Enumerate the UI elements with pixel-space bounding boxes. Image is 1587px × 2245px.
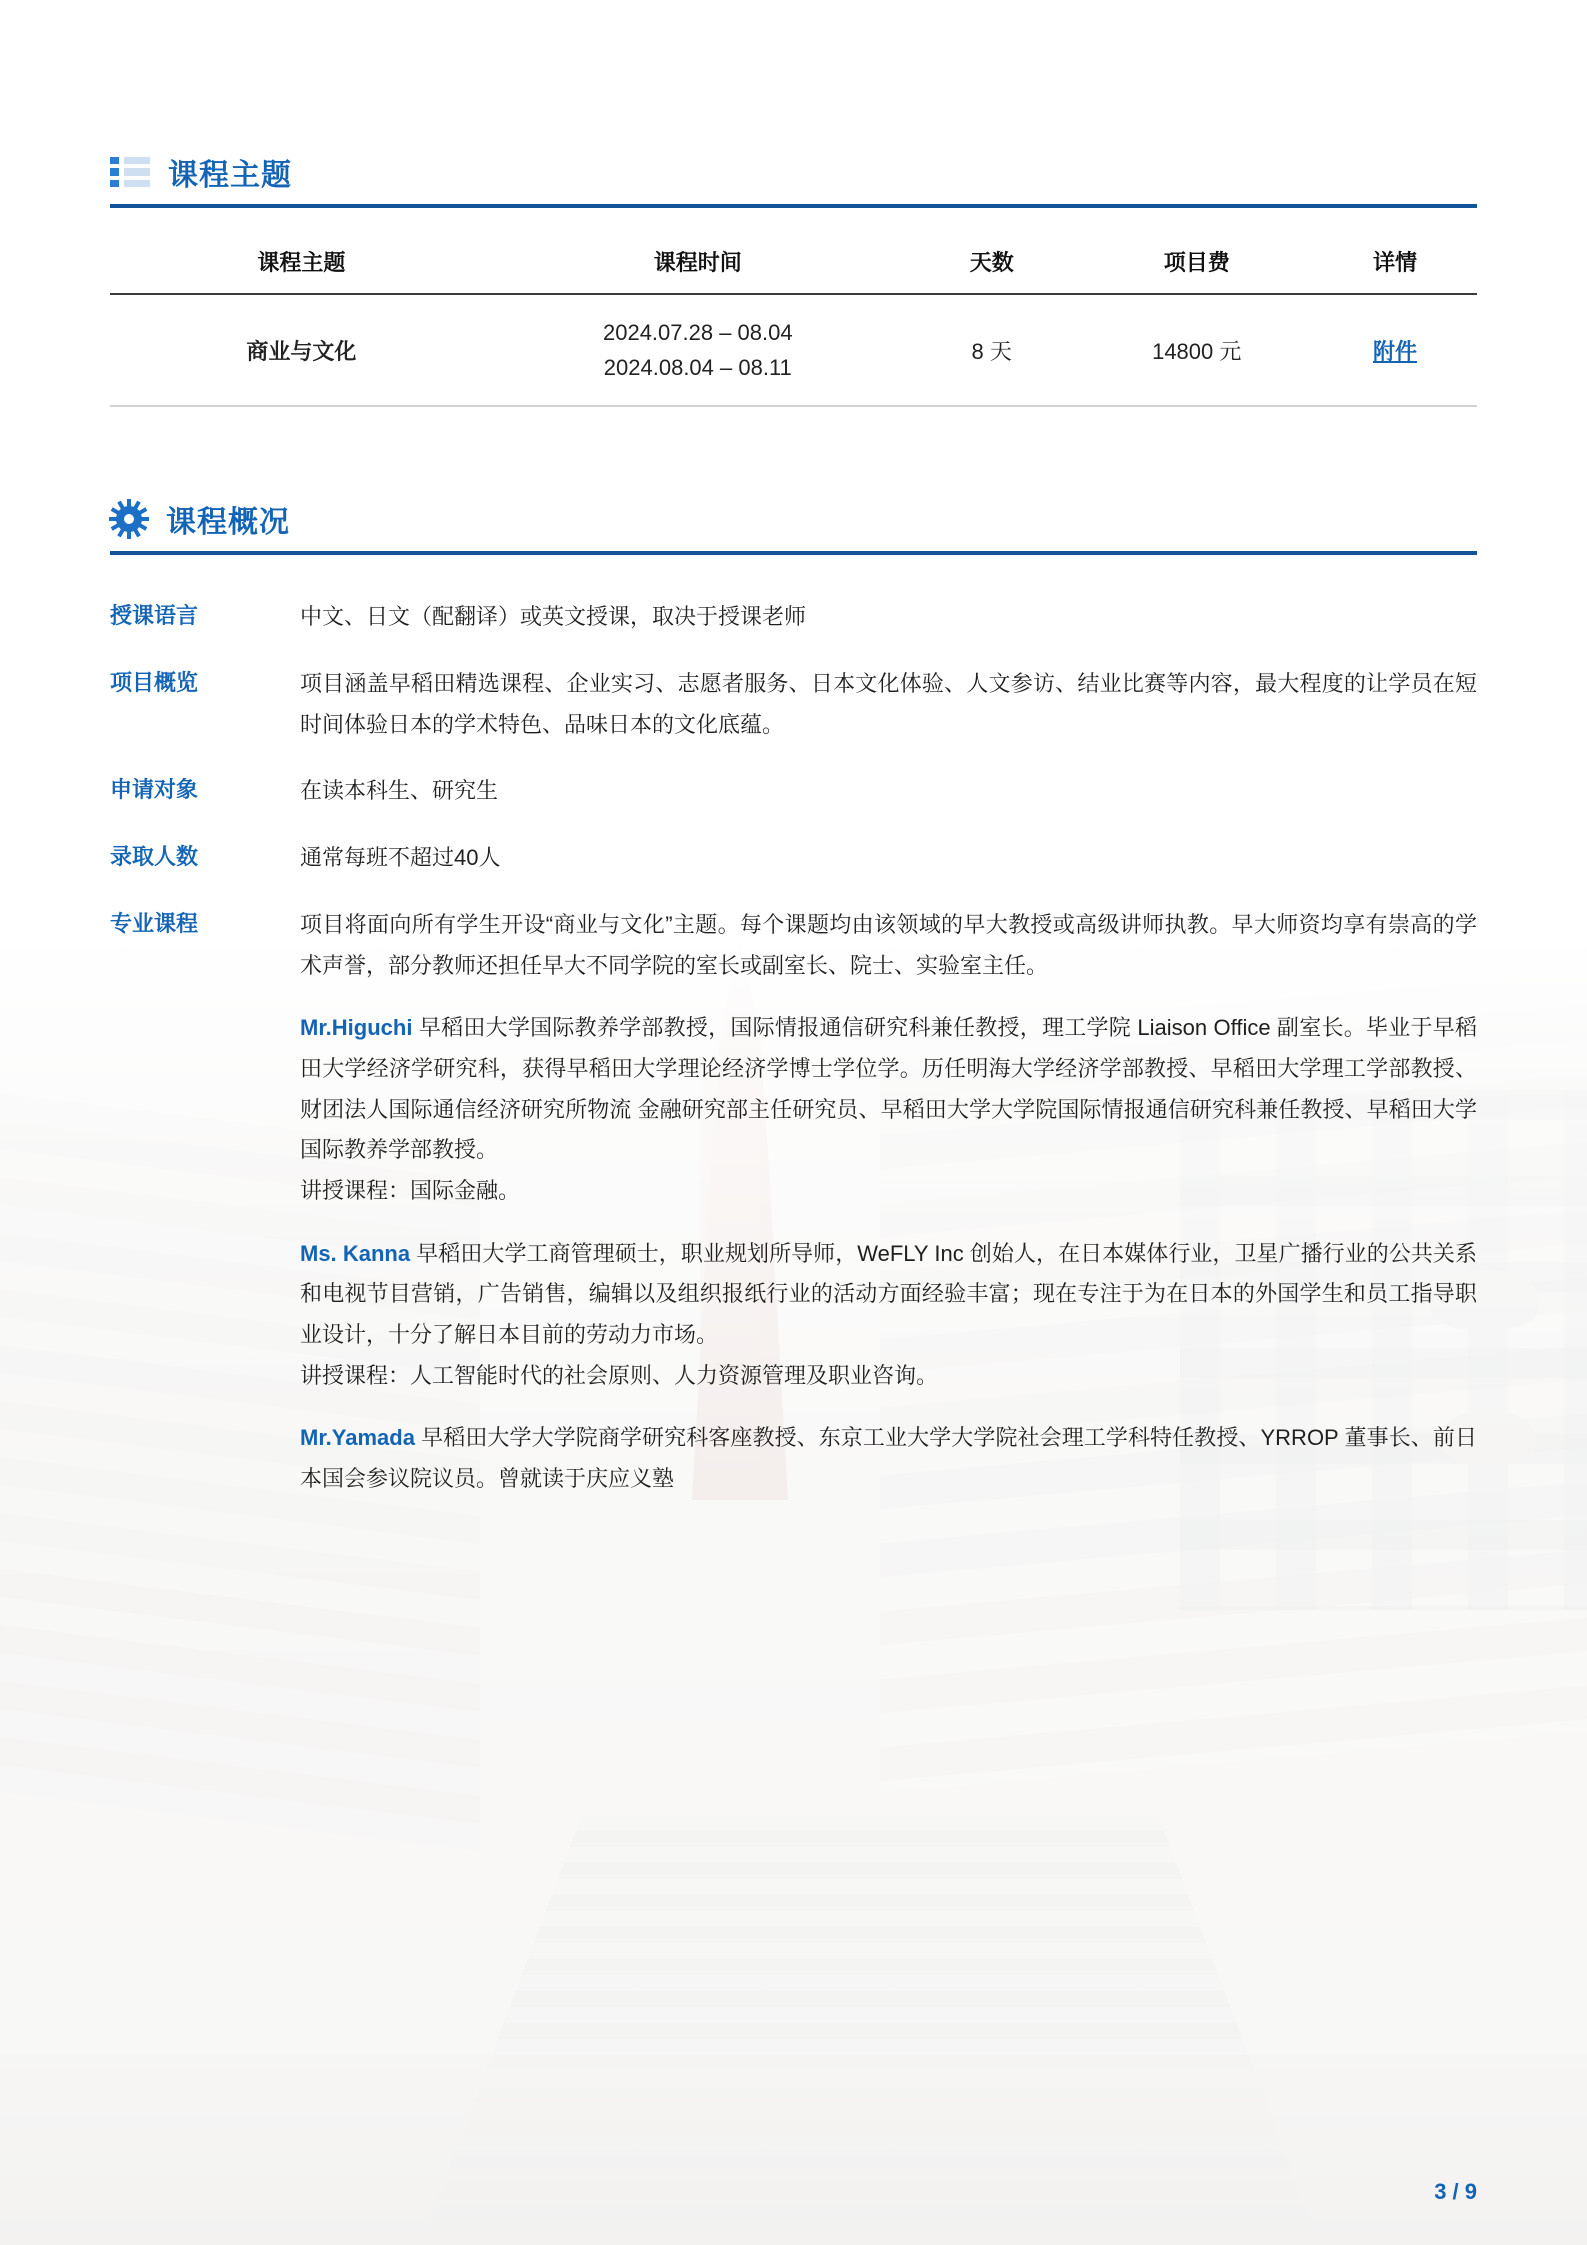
teacher-course: 讲授课程：人工智能时代的社会原则、人力资源管理及职业咨询。: [300, 1362, 939, 1388]
table-header-row: [110, 234, 1477, 294]
attachment-link[interactable]: 附件: [1372, 338, 1417, 364]
col-header-time: 课程时间: [493, 234, 903, 294]
teacher-name: Ms. Kanna: [300, 1240, 411, 1266]
overview-row-major-course: [110, 905, 1477, 1500]
overview-row-language: [110, 597, 1477, 638]
major-course-intro: 项目将面向所有学生开设“商业与文化”主题。每个课题均由该领域的早大教授或高级讲师执教。早大师资均享有崇高的学术声誉，部分教师还担任早大不同学院的室长或副室长、院士、实验室主任。: [300, 911, 1477, 978]
col-header-detail: 详情: [1313, 234, 1477, 294]
overview-paragraph: 中文、日文（配翻译）或英文授课，取决于授课老师: [300, 604, 807, 630]
overview-row-admission-count: [110, 838, 1477, 879]
section-header-course-topic: [110, 150, 1477, 204]
cell-fee: 14800 元: [1081, 294, 1313, 406]
overview-body: [300, 905, 1477, 1500]
overview-body: [300, 838, 1477, 879]
col-header-topic: 课程主题: [110, 234, 493, 294]
page-number: 3 / 9: [1434, 2179, 1477, 2204]
overview-label: 录取人数: [110, 844, 199, 870]
overview-label: 授课语言: [110, 603, 199, 629]
overview-body: [300, 771, 1477, 812]
cell-days: 8 天: [903, 294, 1081, 406]
section-header-course-overview: [110, 497, 1477, 551]
overview-body: [300, 597, 1477, 638]
cell-time-line-1: 2024.07.28 – 08.04: [602, 320, 793, 345]
overview-label: 专业课程: [110, 910, 199, 936]
teacher-bio: 早稻田大学国际教养学部教授，国际情报通信研究科兼任教授，理工学院 Liaison Office 副室长。毕业于早稻田大学经济学研究科，获得早稻田大学理论经济学博士学位学。历任明海大学经济学部教授、早稻田大学理工学部教授、财团法人国际通信经济研究所物流 金融研究部主任研究员、早稻田大学大学院国际情报通信研究科兼任教授、早稻田大学国际教养学部教授。: [300, 1015, 1477, 1163]
section-title: 课程主题: [168, 159, 292, 192]
teacher-course: 讲授课程：国际金融。: [300, 1177, 521, 1203]
teacher-bio: 早稻田大学大学院商学研究科客座教授、东京工业大学大学院社会理工学科特任教授、YRROP 董事长、前日本国会参议院议员。曾就读于庆应义塾: [300, 1425, 1477, 1492]
overview-label: 项目概览: [110, 670, 199, 696]
course-table: [110, 234, 1477, 407]
teacher-entry: [300, 1234, 1477, 1397]
overview-paragraph: 项目涵盖早稻田精选课程、企业实习、志愿者服务、日本文化体验、人文参访、结业比赛等内容，最大程度的让学员在短时间体验日本的学术特色、品味日本的文化底蕴。: [300, 671, 1477, 737]
cell-topic: 商业与文化: [110, 294, 493, 406]
overview-body: [300, 664, 1477, 745]
section-title: 课程概况: [166, 506, 290, 540]
section-course-topic: [110, 0, 1477, 407]
cell-detail: [1313, 294, 1477, 406]
teacher-bio: 早稻田大学工商管理硕士，职业规划所导师，WeFLY Inc 创始人，在日本媒体行业，卫星广播行业的公共关系和电视节目营销，广告销售，编辑以及组织报纸行业的活动方面经验丰富；现在专注于为在日本的外国学生和员工指导职业设计，十分了解日本目前的劳动力市场。: [300, 1240, 1477, 1347]
teacher-entry: [300, 1418, 1477, 1499]
section-divider: [110, 551, 1477, 555]
gear-icon: [110, 500, 148, 538]
cell-time-line-2: 2024.08.04 – 08.11: [603, 355, 792, 381]
section-divider: [110, 204, 1477, 208]
col-header-fee: 项目费: [1081, 234, 1313, 294]
col-header-days: 天数: [903, 234, 1081, 294]
overview-paragraph: 通常每班不超过40人: [300, 845, 501, 871]
table-row: [110, 294, 1477, 406]
teacher-entry: [300, 1008, 1477, 1211]
section-course-overview: [110, 497, 1477, 1499]
teacher-name: Mr.Yamada: [300, 1425, 415, 1451]
overview-label: 申请对象: [110, 777, 199, 803]
cell-time: [493, 294, 903, 406]
overview-paragraph: 在读本科生、研究生: [300, 778, 499, 804]
teacher-name: Mr.Higuchi: [300, 1015, 413, 1041]
overview-row-summary: [110, 664, 1477, 745]
overview-list: [110, 597, 1477, 1499]
overview-row-applicants: [110, 771, 1477, 812]
list-icon: [110, 157, 150, 187]
